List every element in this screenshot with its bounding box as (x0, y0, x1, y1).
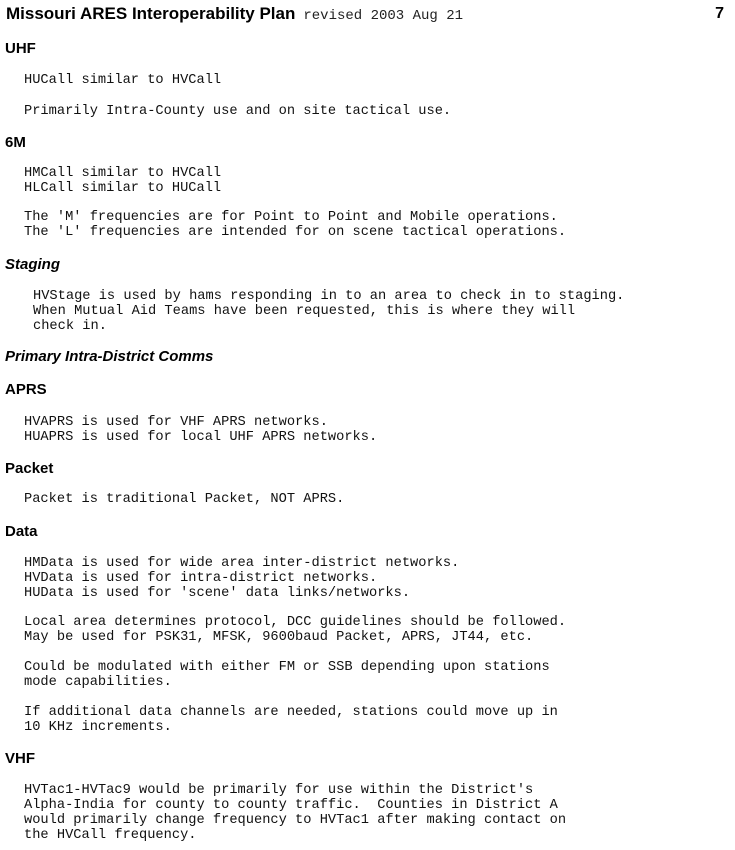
text-line: would primarily change frequency to HVTac1 after making contact on (24, 813, 567, 828)
text-line: HVAPRS is used for VHF APRS networks. (24, 415, 328, 430)
packet-heading: Packet (5, 460, 54, 477)
data-paragraph-4 (24, 705, 558, 735)
text-line: Could be modulated with either FM or SSB depending upon stations (24, 660, 550, 675)
text-line: HMCall similar to HVCall (24, 166, 222, 181)
data-paragraph-2 (24, 615, 566, 645)
aprs-heading: APRS (5, 381, 47, 398)
revision-date: revised 2003 Aug 21 (303, 8, 464, 24)
text-line: HLCall similar to HUCall (24, 181, 222, 196)
text-line: The 'L' frequencies are intended for on scene tactical operations. (24, 225, 567, 240)
data-paragraph-3 (24, 660, 550, 690)
six-m-heading: 6M (5, 134, 26, 151)
uhf-paragraph-1 (24, 73, 221, 88)
text-line: check in. (33, 319, 107, 334)
text-line: HUData is used for 'scene' data links/networks. (24, 586, 411, 601)
text-line: HVStage is used by hams responding in to an area to check in to staging. (33, 289, 625, 304)
vhf-paragraph-1 (24, 783, 566, 843)
staging-paragraph-1 (33, 289, 624, 334)
text-line: the HVCall frequency. (24, 828, 197, 843)
text-line: The 'M' frequencies are for Point to Point and Mobile operations. (24, 210, 558, 225)
vhf-heading: VHF (5, 750, 35, 767)
text-line: HUCall similar to HVCall (24, 73, 222, 88)
text-line: HVTac1-HVTac9 would be primarily for use within the District's (24, 783, 534, 798)
text-line: May be used for PSK31, MFSK, 9600baud Packet, APRS, JT44, etc. (24, 630, 534, 645)
page-number: 7 (715, 5, 724, 22)
staging-heading: Staging (5, 256, 60, 273)
text-line: HUAPRS is used for local UHF APRS networks. (24, 430, 378, 445)
six-m-paragraph-1 (24, 166, 221, 196)
primary-intra-district-heading: Primary Intra-District Comms (5, 348, 214, 365)
uhf-heading: UHF (5, 40, 36, 57)
uhf-paragraph-2 (24, 104, 451, 119)
text-line: HMData is used for wide area inter-district networks. (24, 556, 460, 571)
text-line: Packet is traditional Packet, NOT APRS. (24, 492, 345, 507)
data-paragraph-1 (24, 556, 459, 601)
text-line: Local area determines protocol, DCC guidelines should be followed. (24, 615, 567, 630)
data-heading: Data (5, 523, 38, 540)
packet-paragraph-1 (24, 492, 344, 507)
document-title: Missouri ARES Interoperability Plan (6, 4, 296, 23)
aprs-paragraph-1 (24, 415, 377, 445)
page-header (6, 2, 726, 26)
text-line: Alpha-India for county to county traffic. Counties in District A (24, 798, 558, 813)
six-m-paragraph-2 (24, 210, 566, 240)
text-line: When Mutual Aid Teams have been requested, this is where they will (33, 304, 576, 319)
text-line: If additional data channels are needed, stations could move up in (24, 705, 558, 720)
text-line: HVData is used for intra-district networks. (24, 571, 378, 586)
text-line: 10 KHz increments. (24, 720, 172, 735)
text-line: mode capabilities. (24, 675, 172, 690)
text-line: Primarily Intra-County use and on site tactical use. (24, 104, 452, 119)
